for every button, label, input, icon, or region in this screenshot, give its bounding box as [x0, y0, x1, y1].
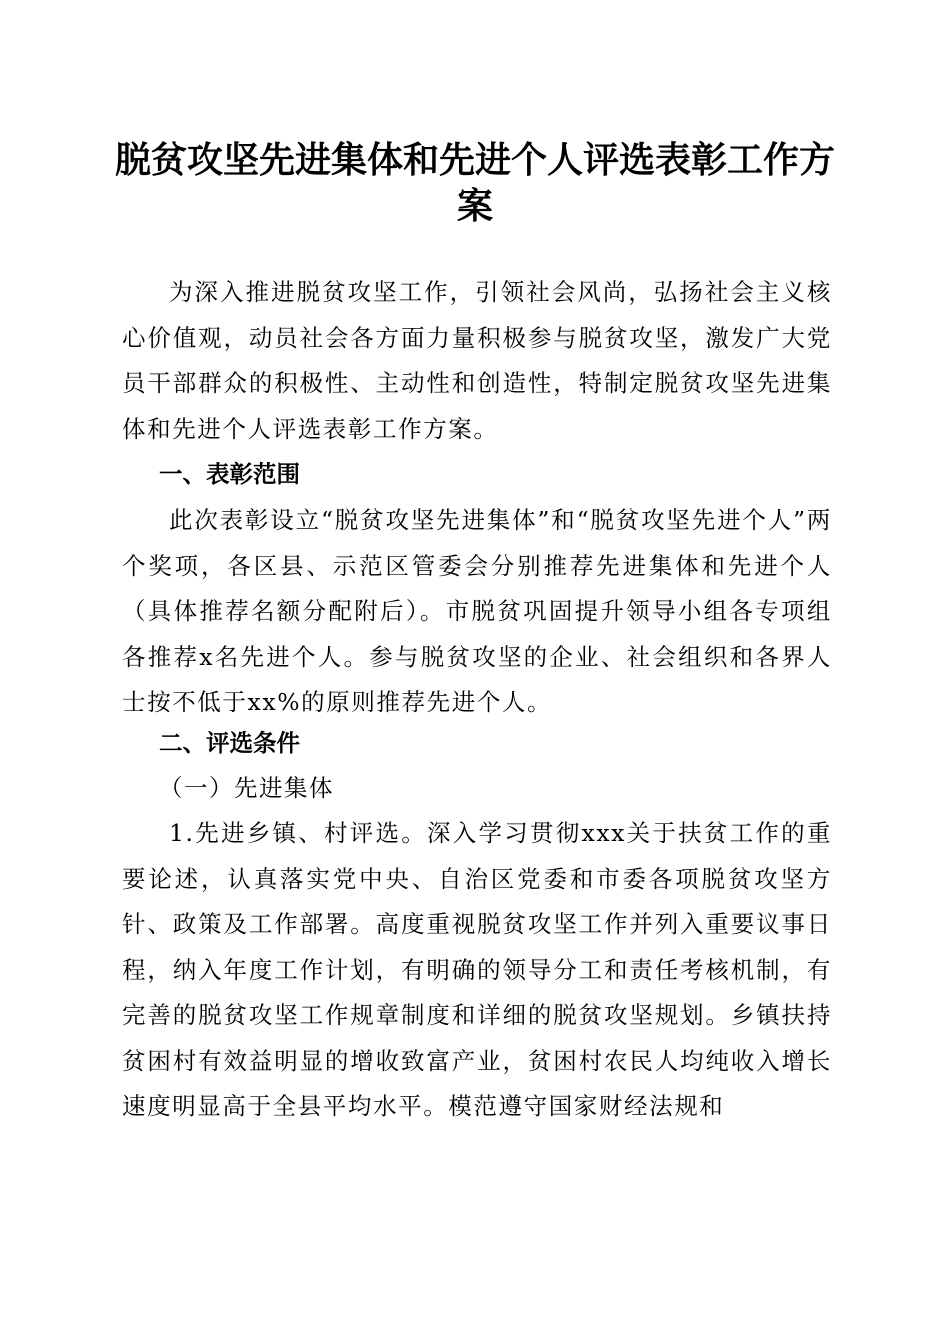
section-heading-criteria: 二、评选条件 — [159, 729, 300, 757]
section-heading-scope: 一、表彰范围 — [159, 460, 300, 488]
criteria-item-1-paragraph: 1.先进乡镇、村评选。深入学习贯彻xxx关于扶贫工作的重要论述，认真落实党中央、自治区党委和市委各项脱贫攻坚方针、政策及工作部署。高度重视脱贫攻坚工作并列入重要议事日程，纳入年度工作计划，有明确的领导分工和责任考核机制，有完善的脱贫攻坚工作规章制度和详细的脱贫攻坚规划。乡镇扶持贫困村有效益明显的增收致富产业，贫困村农民人均纯收入增长速度明显高于全县平均水平。模范遵守国家财经法规和 — [122, 819, 832, 1120]
document-title: 脱贫攻坚先进集体和先进个人评选表彰工作方案 — [114, 139, 835, 227]
subheading-advanced-collective: （一）先进集体 — [159, 774, 334, 802]
scope-paragraph: 此次表彰设立“脱贫攻坚先进集体”和“脱贫攻坚先进个人”两个奖项，各区县、示范区管委会分别推荐先进集体和先进个人（具体推荐名额分配附后）。市脱贫巩固提升领导小组各专项组各推荐x名先进个人。参与脱贫攻坚的企业、社会组织和各界人士按不低于xx%的原则推荐先进个人。 — [122, 506, 832, 716]
intro-paragraph: 为深入推进脱贫攻坚工作，引领社会风尚，弘扬社会主义核心价值观，动员社会各方面力量积极参与脱贫攻坚，激发广大党员干部群众的积极性、主动性和创造性，特制定脱贫攻坚先进集体和先进个人评选表彰工作方案。 — [122, 278, 832, 443]
